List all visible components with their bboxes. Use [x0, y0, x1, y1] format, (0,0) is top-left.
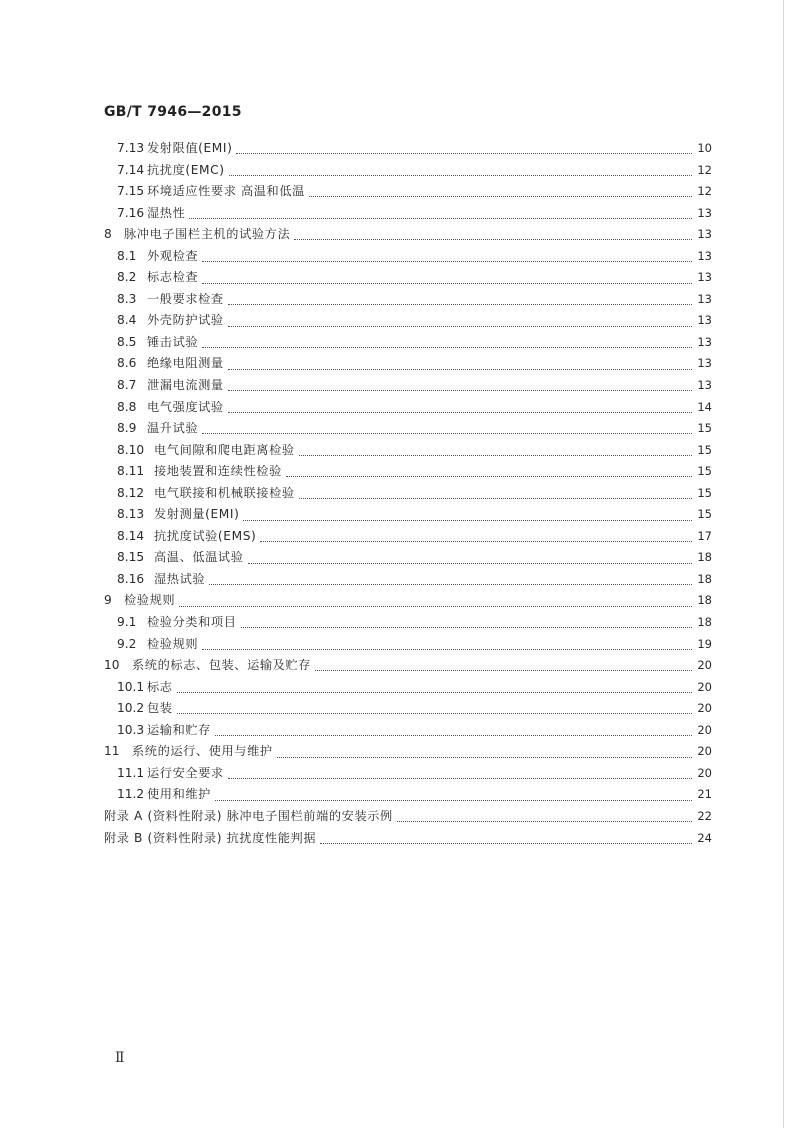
toc-entry[interactable] — [104, 267, 712, 289]
toc-page: 22 — [697, 808, 712, 823]
toc-number: 7.14 — [117, 162, 145, 177]
dot-leader — [228, 778, 692, 779]
toc-entry[interactable] — [104, 483, 712, 505]
toc-number: 8.14 — [117, 528, 145, 543]
toc-entry[interactable] — [104, 741, 712, 763]
toc-number: 8.2 — [117, 270, 137, 285]
dot-leader — [202, 347, 692, 348]
toc-title: 电气联接和机械联接检验 — [154, 485, 295, 500]
toc-title: 环境适应性要求 高温和低温 — [147, 184, 305, 199]
toc-entry-annex-b[interactable] — [104, 828, 712, 850]
toc-title: 高温、低温试验 — [154, 550, 244, 565]
toc-number: 10 — [104, 658, 120, 673]
toc-title: 脉冲电子围栏主机的试验方法 — [124, 227, 291, 242]
toc-title: 温升试验 — [147, 421, 199, 436]
toc-title: 附录 B (资料性附录) 抗扰度性能判据 — [104, 830, 317, 845]
toc-page: 13 — [697, 313, 712, 328]
toc-page: 13 — [697, 227, 712, 242]
dot-leader — [202, 261, 692, 262]
toc-number: 8.4 — [117, 313, 137, 328]
table-of-contents — [104, 138, 712, 849]
toc-entry[interactable] — [104, 698, 712, 720]
toc-entry[interactable] — [104, 397, 712, 419]
toc-page: 20 — [697, 722, 712, 737]
toc-page: 15 — [697, 507, 712, 522]
dot-leader — [236, 153, 692, 154]
toc-entry[interactable] — [104, 461, 712, 483]
toc-title: 检验规则 — [147, 636, 199, 651]
toc-entry[interactable] — [104, 353, 712, 375]
toc-entry[interactable] — [104, 181, 712, 203]
toc-page: 10 — [697, 141, 712, 155]
toc-number: 8.15 — [117, 550, 145, 565]
toc-number: 10.1 — [117, 679, 145, 694]
toc-title: 发射限值(EMI) — [147, 141, 233, 155]
dot-leader — [177, 713, 692, 714]
toc-number: 8.8 — [117, 399, 137, 414]
dot-leader — [299, 498, 692, 499]
dot-leader — [309, 196, 692, 197]
dot-leader — [397, 821, 692, 822]
toc-entry[interactable] — [104, 160, 712, 182]
toc-page: 20 — [697, 744, 712, 759]
toc-entry[interactable] — [104, 310, 712, 332]
dot-leader — [320, 843, 692, 844]
toc-number: 9.2 — [117, 636, 137, 651]
toc-title: 泄漏电流测量 — [147, 378, 224, 393]
toc-page: 19 — [697, 636, 712, 651]
dot-leader — [294, 239, 692, 240]
dot-leader — [248, 563, 692, 564]
dot-leader — [243, 520, 692, 521]
toc-page: 21 — [697, 787, 712, 802]
toc-page: 13 — [697, 356, 712, 371]
toc-entry[interactable] — [104, 418, 712, 440]
toc-title: 发射测量(EMI) — [154, 507, 240, 522]
toc-page: 18 — [697, 571, 712, 586]
dot-leader — [228, 304, 692, 305]
toc-entry[interactable] — [104, 246, 712, 268]
page-edge-line — [783, 0, 784, 1128]
toc-entry[interactable] — [104, 569, 712, 591]
toc-entry[interactable] — [104, 504, 712, 526]
toc-title: 包装 — [147, 701, 173, 716]
toc-page: 20 — [697, 765, 712, 780]
toc-number: 8.7 — [117, 378, 137, 393]
dot-leader — [315, 670, 692, 671]
toc-title: 湿热试验 — [154, 571, 206, 586]
toc-page: 13 — [697, 334, 712, 349]
toc-entry[interactable] — [104, 224, 712, 246]
toc-number: 10.2 — [117, 701, 145, 716]
dot-leader — [215, 800, 692, 801]
toc-number: 9 — [104, 593, 112, 608]
dot-leader — [202, 433, 692, 434]
toc-title: 检验规则 — [124, 593, 176, 608]
toc-title: 使用和维护 — [147, 787, 211, 802]
toc-number: 9.1 — [117, 615, 137, 630]
toc-page: 20 — [697, 701, 712, 716]
toc-page: 13 — [697, 248, 712, 263]
toc-title: 一般要求检查 — [147, 291, 224, 306]
toc-entry[interactable] — [104, 138, 712, 160]
toc-number: 10.3 — [117, 722, 145, 737]
toc-number: 8.9 — [117, 421, 137, 436]
toc-entry[interactable] — [104, 612, 712, 634]
toc-title: 电气间隙和爬电距离检验 — [154, 442, 295, 457]
toc-page: 15 — [697, 421, 712, 436]
dot-leader — [189, 218, 692, 219]
toc-page: 13 — [697, 205, 712, 220]
toc-entry[interactable] — [104, 332, 712, 354]
dot-leader — [202, 283, 692, 284]
toc-number: 7.16 — [117, 205, 145, 220]
dot-leader — [177, 692, 692, 693]
toc-page: 13 — [697, 270, 712, 285]
toc-title: 标志检查 — [147, 270, 199, 285]
toc-page: 15 — [697, 464, 712, 479]
toc-page: 15 — [697, 442, 712, 457]
toc-entry[interactable] — [104, 590, 712, 612]
toc-page: 24 — [697, 830, 712, 845]
toc-number: 8.11 — [117, 464, 145, 479]
toc-title: 系统的标志、包装、运输及贮存 — [132, 658, 312, 673]
dot-leader — [299, 455, 692, 456]
dot-leader — [241, 627, 692, 628]
dot-leader — [277, 757, 692, 758]
toc-number: 11 — [104, 744, 120, 759]
toc-number: 11.2 — [117, 787, 145, 802]
toc-number: 8.1 — [117, 248, 137, 263]
toc-entry[interactable] — [104, 720, 712, 742]
toc-number: 8.6 — [117, 356, 137, 371]
toc-entry[interactable] — [104, 526, 712, 548]
toc-entry[interactable] — [104, 634, 712, 656]
page-number: Ⅱ — [115, 1050, 125, 1066]
dot-leader — [179, 606, 692, 607]
toc-entry[interactable] — [104, 203, 712, 225]
dot-leader — [228, 390, 692, 391]
toc-entry[interactable] — [104, 784, 712, 806]
toc-entry[interactable] — [104, 289, 712, 311]
toc-number: 8.16 — [117, 571, 145, 586]
toc-page: 14 — [697, 399, 712, 414]
toc-page: 13 — [697, 291, 712, 306]
dot-leader — [209, 584, 692, 585]
toc-title: 运行安全要求 — [147, 765, 224, 780]
toc-entry[interactable] — [104, 763, 712, 785]
toc-number: 8.13 — [117, 507, 145, 522]
dot-leader — [215, 735, 692, 736]
toc-number: 8.12 — [117, 485, 145, 500]
toc-page: 18 — [697, 550, 712, 565]
toc-title: 检验分类和项目 — [147, 615, 237, 630]
toc-page: 18 — [697, 615, 712, 630]
toc-entry[interactable] — [104, 547, 712, 569]
toc-entry[interactable] — [104, 440, 712, 462]
dot-leader — [228, 369, 692, 370]
toc-number: 8.5 — [117, 334, 137, 349]
toc-number: 8 — [104, 227, 112, 242]
toc-title: 运输和贮存 — [147, 722, 211, 737]
toc-title: 系统的运行、使用与维护 — [132, 744, 273, 759]
dot-leader — [260, 541, 692, 542]
dot-leader — [202, 649, 692, 650]
toc-title: 附录 A (资料性附录) 脉冲电子围栏前端的安装示例 — [104, 808, 393, 823]
toc-page: 13 — [697, 378, 712, 393]
dot-leader — [229, 175, 692, 176]
toc-number: 7.13 — [117, 141, 145, 155]
toc-title: 抗扰度(EMC) — [147, 162, 225, 177]
toc-title: 标志 — [147, 679, 173, 694]
toc-number: 8.3 — [117, 291, 137, 306]
toc-page: 18 — [697, 593, 712, 608]
dot-leader — [228, 412, 692, 413]
toc-title: 绝缘电阻测量 — [147, 356, 224, 371]
toc-entry[interactable] — [104, 655, 712, 677]
toc-title: 外观检查 — [147, 248, 199, 263]
toc-title: 外壳防护试验 — [147, 313, 224, 328]
toc-title: 电气强度试验 — [147, 399, 224, 414]
dot-leader — [228, 326, 692, 327]
toc-title: 湿热性 — [147, 205, 186, 220]
toc-number: 7.15 — [117, 184, 145, 199]
toc-page: 12 — [697, 184, 712, 199]
toc-page: 12 — [697, 162, 712, 177]
toc-entry[interactable] — [104, 375, 712, 397]
toc-title: 锤击试验 — [147, 334, 199, 349]
toc-title: 接地装置和连续性检验 — [154, 464, 282, 479]
toc-page: 15 — [697, 485, 712, 500]
toc-page: 17 — [697, 528, 712, 543]
toc-entry[interactable] — [104, 677, 712, 699]
toc-entry-annex-a[interactable] — [104, 806, 712, 828]
toc-title: 抗扰度试验(EMS) — [154, 528, 257, 543]
toc-number: 8.10 — [117, 442, 145, 457]
toc-page: 20 — [697, 658, 712, 673]
toc-page: 20 — [697, 679, 712, 694]
document-code: GB/T 7946—2015 — [104, 104, 242, 120]
dot-leader — [286, 476, 692, 477]
toc-number: 11.1 — [117, 765, 145, 780]
